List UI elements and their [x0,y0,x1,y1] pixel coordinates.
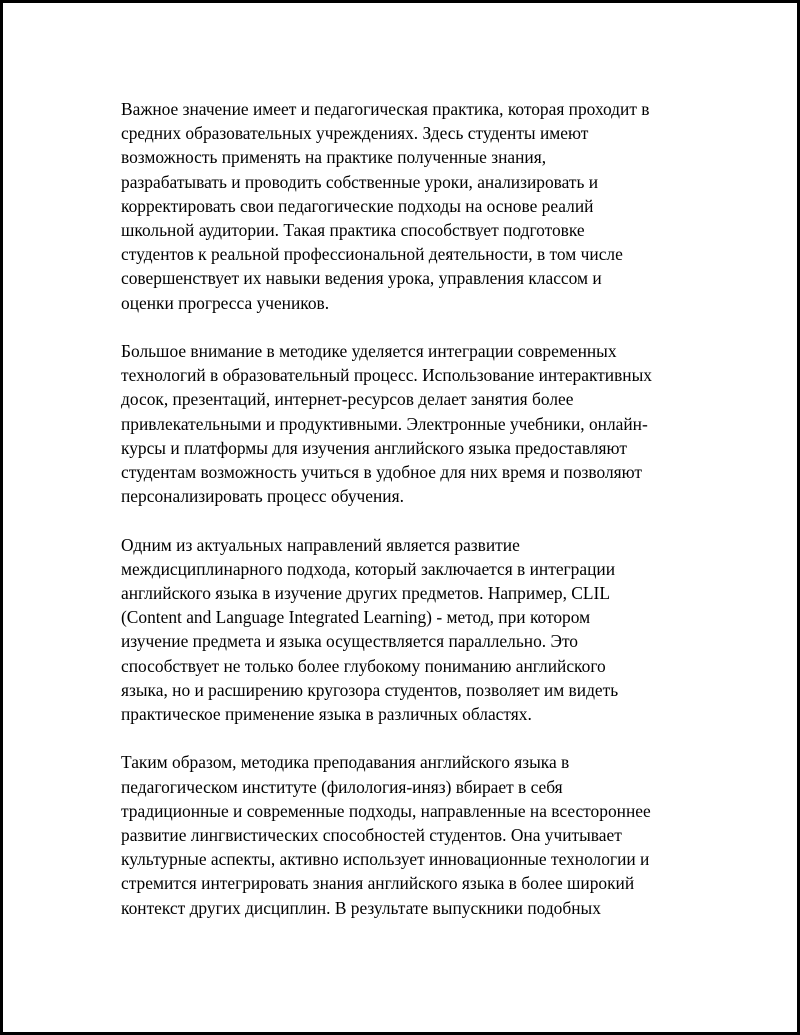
paragraph-conclusion [121,750,721,919]
text-line: студентам возможность учиться в удобное для них время и позволяют [121,462,642,483]
text-line: средних образовательных учреждениях. Здесь студенты имеют [121,123,589,144]
text-line: технологий в образовательный процесс. Использование интерактивных [121,365,652,386]
text-line: способствует не только более глубокому пониманию английского [121,655,606,676]
text-line: развитие лингвистических способностей студентов. Она учитывает [121,825,622,846]
text-line: культурные аспекты, активно использует инновационные технологии и [121,849,650,870]
text-line: Важное значение имеет и педагогическая практика, которая проходит в [121,99,650,119]
text-line: традиционные и современные подходы, направленные на всестороннее [121,800,651,821]
text-line: курсы и платформы для изучения английского языка предоставляют [121,437,627,458]
text-line: разрабатывать и проводить собственные уроки, анализировать и [121,171,599,192]
text-line: досок, презентаций, интернет-ресурсов делает занятия более [121,389,574,410]
text-line: контекст других дисциплин. В результате выпускники подобных [121,897,601,918]
text-line: Большое внимание в методике уделяется интеграции современных [121,341,617,362]
text-line: стремится интегрировать знания английского языка в более широкий [121,873,635,894]
document-body [121,97,721,944]
paragraph-interdisciplinary [121,533,721,727]
text-line: языка, но и расширению кругозора студентов, позволяет им видеть [121,679,619,700]
text-line: привлекательными и продуктивными. Электронные учебники, онлайн- [121,413,648,434]
text-line: педагогическом институте (филология-иняз) вбирает в себя [121,776,563,797]
text-line: совершенствует их навыки ведения урока, управления классом и [121,268,602,289]
text-line: междисциплинарного подхода, который заключается в интеграции [121,558,616,579]
text-line: Одним из актуальных направлений является развитие [121,534,520,555]
text-line: английского языка в изучение других предметов. Например, CLIL [121,583,610,604]
text-line: практическое применение языка в различных областях. [121,704,532,725]
paragraph-practice [121,97,721,315]
text-line: персонализировать процесс обучения. [121,486,404,507]
text-line: оценки прогресса учеников. [121,292,330,313]
text-line: изучение предмета и языка осуществляется параллельно. Это [121,631,579,652]
text-line: студентов к реальной профессиональной деятельности, в том числе [121,244,623,265]
text-line: возможность применять на практике полученные знания, [121,147,547,168]
text-line: Таким образом, методика преподавания английского языка в [121,752,570,773]
text-line: школьной аудитории. Такая практика способствует подготовке [121,220,585,241]
paragraph-technology [121,339,721,508]
text-line: (Content and Language Integrated Learning) - метод, при котором [121,607,591,628]
text-line: корректировать свои педагогические подходы на основе реалий [121,195,594,216]
